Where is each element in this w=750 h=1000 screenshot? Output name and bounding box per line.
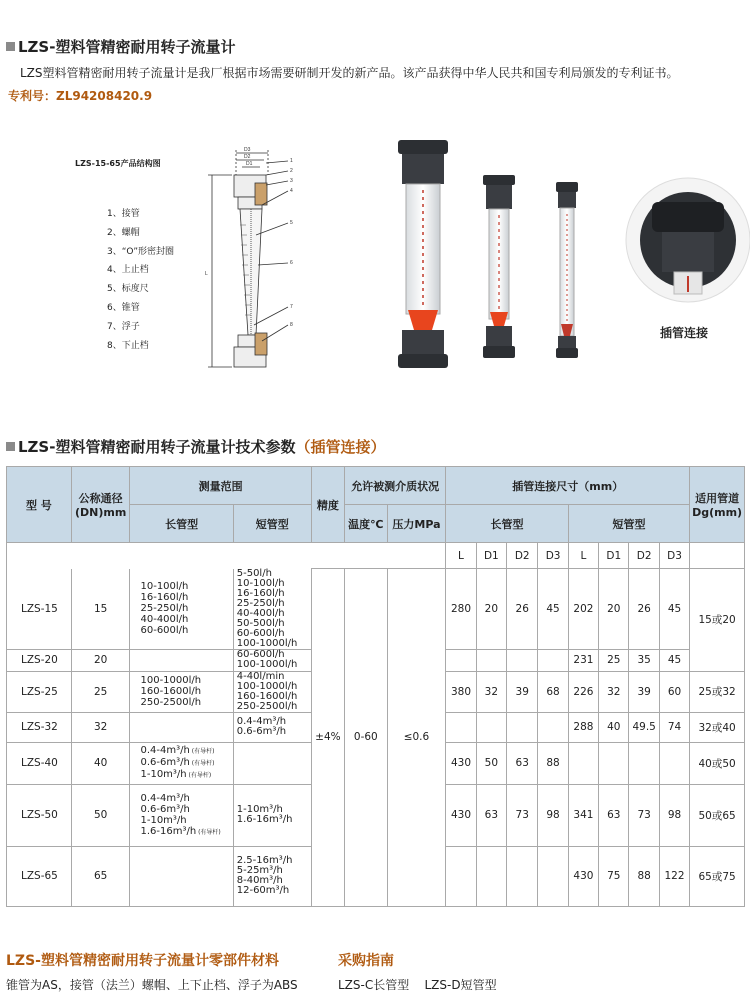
dn-cell: 50: [71, 784, 130, 846]
header-medium: 允许被测介质状况: [345, 467, 446, 505]
range-item: 1.6-16m³/h (有导杆): [140, 825, 221, 837]
dim-short-cell: 26: [629, 569, 659, 650]
dim-long-cell: [476, 649, 506, 671]
range-item: 60-600l/h: [236, 627, 285, 639]
part-item: 6、锥管: [107, 302, 140, 313]
dim-letter-cell: D2: [507, 543, 538, 569]
range-long-cell: [130, 846, 233, 906]
dim-long-cell: 20: [476, 569, 506, 650]
dim-short-cell: [629, 742, 659, 784]
dim-short-cell: 60: [659, 671, 689, 712]
dim-short-cell: 430: [568, 846, 598, 906]
dim-long-cell: 63: [476, 784, 506, 846]
header-pipe: 适用管道Dg(mm): [690, 467, 745, 543]
range-short-cell: [233, 712, 311, 742]
range-item: 16-160l/h: [236, 587, 285, 599]
range-long-cell: [130, 671, 233, 712]
dim-letter-cell: D3: [538, 543, 568, 569]
dim-long-cell: 63: [507, 742, 538, 784]
part-item: 8、下止档: [107, 340, 149, 351]
range-item: 10-100l/h: [140, 581, 189, 592]
header-model: 型 号: [7, 467, 72, 543]
callout-4: 4: [290, 188, 293, 194]
dim-short-cell: 74: [659, 712, 689, 742]
dim-long-cell: 280: [446, 569, 476, 650]
range-item: 1-10m³/h: [236, 804, 283, 815]
insert-connection-caption: 插管连接: [660, 326, 709, 340]
dim-short-cell: 63: [599, 784, 629, 846]
range-item: 5-25m³/h: [236, 865, 283, 876]
part-item: 7、浮子: [107, 321, 140, 332]
dim-short-cell: 288: [568, 712, 598, 742]
range-short-cell: [233, 569, 311, 650]
model-cell: LZS-20: [7, 649, 72, 671]
range-item: 1-10m³/h (有导杆): [140, 769, 212, 780]
blank-cell: [690, 543, 745, 569]
range-item: 40-400l/h: [236, 607, 285, 619]
callout-2: 2: [290, 168, 293, 174]
part-item: 1、接管: [107, 209, 140, 219]
dim-d3-label: D3: [244, 147, 251, 153]
header-range-short: 短管型: [233, 505, 311, 543]
dim-short-cell: 122: [659, 846, 689, 906]
range-item: 25-250l/h: [236, 597, 285, 609]
header-temp: 温度℃: [345, 505, 388, 543]
dim-long-cell: [538, 846, 568, 906]
range-item: 160-1600l/h: [140, 686, 202, 697]
range-item: 4-40l/min: [236, 670, 285, 682]
dim-short-cell: 25: [599, 649, 629, 671]
range-long-cell: [130, 784, 233, 846]
range-item: 25-250l/h: [140, 603, 189, 614]
materials-text: 锥管为AS，接管（法兰）螺帽、上下止档、浮子为ABS: [6, 978, 298, 992]
callout-5: 5: [290, 220, 293, 226]
intro-text: LZS塑料管精密耐用转子流量计是我厂根据市场需要研制开发的新产品。该产品获得中华人民共和国专利局颁发的专利证书。: [20, 66, 679, 80]
dim-l-label: L: [205, 271, 208, 277]
dim-long-cell: [446, 649, 476, 671]
range-item: 100-1000l/h: [140, 675, 202, 686]
dim-long-cell: [507, 846, 538, 906]
dim-long-cell: 68: [538, 671, 568, 712]
table-row: [7, 569, 745, 650]
range-short-cell: [233, 784, 311, 846]
dim-long-cell: [446, 712, 476, 742]
dim-long-cell: [476, 846, 506, 906]
range-item: 100-1000l/h: [236, 680, 298, 692]
range-item: 60-600l/h: [236, 649, 285, 660]
model-cell: LZS-15: [7, 569, 72, 650]
dim-long-cell: 430: [446, 784, 476, 846]
dim-short-cell: 231: [568, 649, 598, 671]
dim-short-cell: [599, 742, 629, 784]
callout-8: 8: [290, 322, 293, 328]
dim-short-cell: 45: [659, 649, 689, 671]
range-item: 2.5-16m³/h: [236, 855, 293, 866]
section-title-product: LZS-塑料管精密耐用转子流量计: [6, 36, 235, 57]
patent-number: 专利号：ZL94208420.9: [8, 89, 153, 103]
part-item: 3、“O”形密封圈: [107, 246, 174, 257]
dim-long-cell: 39: [507, 671, 538, 712]
range-short-cell: [233, 671, 311, 712]
range-item: 0.6-6m³/h: [236, 726, 287, 737]
dim-short-cell: 49.5: [629, 712, 659, 742]
temp-cell: 0-60: [345, 569, 388, 907]
header-pressure: 压力MPa: [387, 505, 446, 543]
part-item: 5、标度尺: [107, 284, 149, 295]
range-item: 1-10m³/h: [140, 814, 187, 826]
dim-long-cell: 32: [476, 671, 506, 712]
dim-short-cell: [659, 742, 689, 784]
spec-table: [6, 466, 745, 907]
pipe-cell: 40或50: [690, 742, 745, 784]
range-item: 50-500l/h: [236, 617, 285, 629]
header-range-long: 长管型: [130, 505, 233, 543]
range-item: 1.6-16m³/h: [236, 814, 293, 825]
dim-d1-label: D1: [246, 161, 253, 167]
dim-long-cell: [446, 846, 476, 906]
square-bullet-icon: [6, 442, 15, 451]
range-item: 0.6-6m³/h: [140, 803, 190, 815]
range-short-cell: [233, 742, 311, 784]
dim-short-cell: 32: [599, 671, 629, 712]
callout-3: 3: [290, 178, 293, 184]
dim-long-cell: [538, 649, 568, 671]
dim-long-cell: [538, 712, 568, 742]
dim-short-cell: [568, 742, 598, 784]
dim-letter-row: [7, 543, 745, 569]
dim-long-cell: [476, 712, 506, 742]
section-title-materials: LZS-塑料管精密耐用转子流量计零部件材料: [6, 953, 279, 969]
range-short-cell: [233, 649, 311, 671]
dim-short-cell: 20: [599, 569, 629, 650]
dim-long-cell: 26: [507, 569, 538, 650]
pressure-cell: ≤0.6: [387, 569, 446, 907]
range-item: 40-400l/h: [140, 614, 189, 625]
dim-short-cell: 341: [568, 784, 598, 846]
dim-short-cell: 39: [629, 671, 659, 712]
part-item: 2、螺帽: [107, 227, 140, 238]
dn-cell: 25: [71, 671, 130, 712]
callout-7: 7: [290, 304, 293, 310]
dim-long-cell: 380: [446, 671, 476, 712]
dim-letter-cell: L: [446, 543, 476, 569]
dim-short-cell: 73: [629, 784, 659, 846]
product-photos: [378, 130, 750, 380]
range-long-cell: [130, 742, 233, 784]
range-item: 5-50l/h: [236, 567, 272, 579]
range-long-cell: [130, 712, 233, 742]
callout-6: 6: [290, 260, 293, 266]
range-long-cell: [130, 569, 233, 650]
header-accuracy: 精度: [311, 467, 344, 543]
dim-short-cell: 40: [599, 712, 629, 742]
diagram-title: LZS-15-65产品结构图: [75, 159, 161, 168]
square-bullet-icon: [6, 42, 15, 51]
range-item: 0.6-6m³/h (有导杆): [140, 757, 215, 768]
range-item: 100-1000l/h: [236, 659, 298, 670]
flowmeter-medium-image: [483, 175, 515, 358]
range-item: 16-160l/h: [140, 592, 189, 603]
range-item: 0.4-4m³/h: [236, 716, 287, 727]
callout-1: 1: [290, 158, 293, 164]
dim-short-cell: 35: [629, 649, 659, 671]
dim-long-cell: [507, 712, 538, 742]
pipe-cell: 32或40: [690, 712, 745, 742]
range-long-cell: [130, 649, 233, 671]
pipe-cell: 50或65: [690, 784, 745, 846]
dim-long-cell: 45: [538, 569, 568, 650]
header-dn: 公称通径(DN)mm: [71, 467, 130, 543]
dn-cell: 20: [71, 649, 130, 671]
dim-long-cell: 50: [476, 742, 506, 784]
dim-letter-cell: D2: [629, 543, 659, 569]
pipe-cell: 15或20: [690, 569, 745, 672]
pipe-cell: 25或32: [690, 671, 745, 712]
dim-long-cell: [507, 649, 538, 671]
header-dims: 插管连接尺寸（mm）: [446, 467, 690, 505]
insert-connection-closeup-image: [626, 178, 750, 302]
dim-long-cell: 73: [507, 784, 538, 846]
dn-cell: 15: [71, 569, 130, 650]
range-item: 100-1000l/h: [236, 637, 298, 649]
dim-d2-label: D2: [244, 154, 251, 160]
model-cell: LZS-40: [7, 742, 72, 784]
pipe-cell: 65或75: [690, 846, 745, 906]
range-item: 12-60m³/h: [236, 885, 290, 896]
range-item: 250-2500l/h: [140, 697, 202, 708]
dim-short-cell: 45: [659, 569, 689, 650]
header-range: 测量范围: [130, 467, 311, 505]
dim-letter-cell: D1: [476, 543, 506, 569]
dn-cell: 40: [71, 742, 130, 784]
part-item: 4、上止档: [107, 265, 149, 276]
purchase-text: LZS-C长管型 LZS-D短管型: [338, 978, 497, 992]
range-item: 250-2500l/h: [236, 700, 298, 712]
dim-short-cell: 98: [659, 784, 689, 846]
section-title-specs: LZS-塑料管精密耐用转子流量计技术参数 （插管连接）: [6, 436, 385, 457]
range-item: 160-1600l/h: [236, 690, 298, 702]
range-item: 0.4-4m³/h: [140, 792, 190, 804]
dim-letter-cell: D3: [659, 543, 689, 569]
range-item: 60-600l/h: [140, 625, 189, 636]
dim-long-cell: 98: [538, 784, 568, 846]
dim-short-cell: 88: [629, 846, 659, 906]
dim-short-cell: 226: [568, 671, 598, 712]
header-dims-short: 短管型: [568, 505, 689, 543]
model-cell: LZS-25: [7, 671, 72, 712]
dim-short-cell: 202: [568, 569, 598, 650]
dn-cell: 65: [71, 846, 130, 906]
dim-letter-cell: D1: [599, 543, 629, 569]
model-cell: LZS-50: [7, 784, 72, 846]
flowmeter-small-image: [556, 182, 578, 358]
dim-letter-cell: L: [568, 543, 598, 569]
dim-long-cell: 430: [446, 742, 476, 784]
range-item: 8-40m³/h: [236, 875, 283, 886]
model-cell: LZS-32: [7, 712, 72, 742]
section-title-purchase: 采购指南: [338, 953, 394, 969]
model-cell: LZS-65: [7, 846, 72, 906]
dim-short-cell: 75: [599, 846, 629, 906]
accuracy-cell: ±4%: [311, 569, 344, 907]
range-short-cell: [233, 846, 311, 906]
dim-long-cell: 88: [538, 742, 568, 784]
structure-diagram: [0, 145, 330, 385]
range-item: 0.4-4m³/h (有导杆): [140, 745, 215, 756]
blank-cell: [7, 543, 446, 569]
header-dims-long: 长管型: [446, 505, 568, 543]
range-item: 10-100l/h: [236, 577, 285, 589]
flowmeter-large-image: [398, 140, 448, 368]
dn-cell: 32: [71, 712, 130, 742]
